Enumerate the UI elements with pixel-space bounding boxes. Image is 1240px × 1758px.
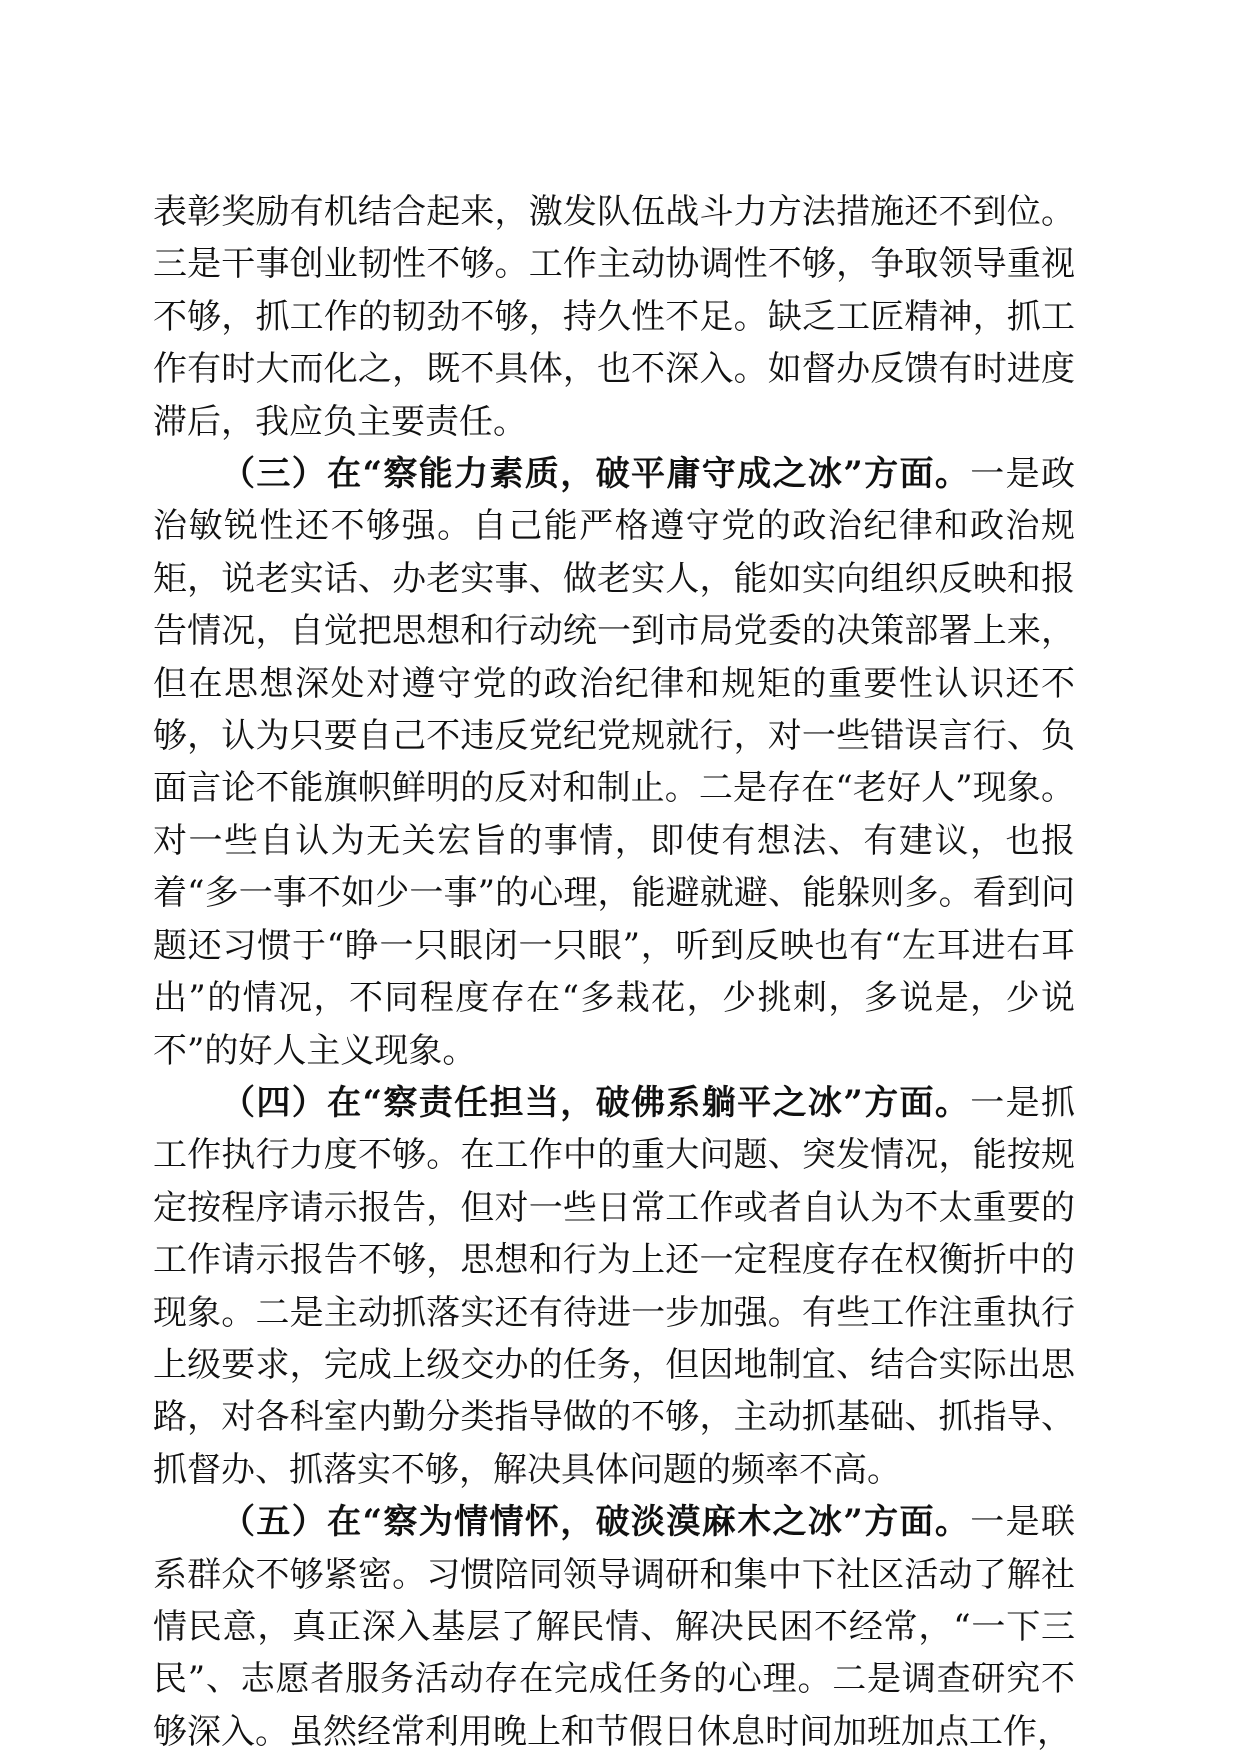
paragraph-text: 一是联系群众不够紧密。习惯陪同领导调研和集中下社区活动了解社情民意，真正深入基层了解民情、解决民困不经常，“一下三民”、志愿者服务活动存在完成任务的心理。二是调查研究不够深入。虽然经常利用晚上和节假日休息时间加班加点工作， — [153, 1502, 1075, 1752]
paragraph-section-5 — [153, 1496, 1075, 1758]
paragraph-section-4 — [153, 1077, 1075, 1496]
section-heading-3: （三）在“察能力素质，破平庸守成之冰”方面。 — [221, 454, 971, 495]
paragraph-text: 一是抓工作执行力度不够。在工作中的重大问题、突发情况，能按规定按程序请示报告，但对一些日常工作或者自认为不太重要的工作请示报告不够，思想和行为上还一定程度存在权衡折中的现象。二是主动抓落实还有待进一步加强。有些工作注重执行上级要求，完成上级交办的任务，但因地制宜、结合实际出思路，对各科室内勤分类指导做的不够，主动抓基础、抓指导、抓督办、抓落实不够，解决具体问题的频率不高。 — [153, 1082, 1075, 1490]
paragraph-section-3 — [153, 448, 1075, 1077]
paragraph-text: 一是政治敏锐性还不够强。自己能严格遵守党的政治纪律和政治规矩，说老实话、办老实事、做老实人，能如实向组织反映和报告情况，自觉把思想和行动统一到市局党委的决策部署上来，但在思想深处对遵守党的政治纪律和规矩的重要性认识还不够，认为只要自己不违反党纪党规就行，对一些错误言行、负面言论不能旗帜鲜明的反对和制止。二是存在“老好人”现象。对一些自认为无关宏旨的事情，即使有想法、有建议，也报着“多一事不如少一事”的心理，能避就避、能躲则多。看到问题还习惯于“睁一只眼闭一只眼”，听到反映也有“左耳进右耳出”的情况，不同程度存在“多栽花，少挑刺，多说是，少说不”的好人主义现象。 — [153, 454, 1075, 1071]
paragraph-continuation — [153, 186, 1075, 448]
section-heading-5: （五）在“察为情情怀，破淡漠麻木之冰”方面。 — [221, 1502, 971, 1543]
section-heading-4: （四）在“察责任担当，破佛系躺平之冰”方面。 — [221, 1082, 971, 1123]
document-body — [153, 186, 1075, 1758]
paragraph-text: 表彰奖励有机结合起来，激发队伍战斗力方法措施还不到位。三是干事创业韧性不够。工作主动协调性不够，争取领导重视不够，抓工作的韧劲不够，持久性不足。缺乏工匠精神，抓工作有时大而化之，既不具体，也不深入。如督办反馈有时进度滞后，我应负主要责任。 — [153, 192, 1075, 442]
